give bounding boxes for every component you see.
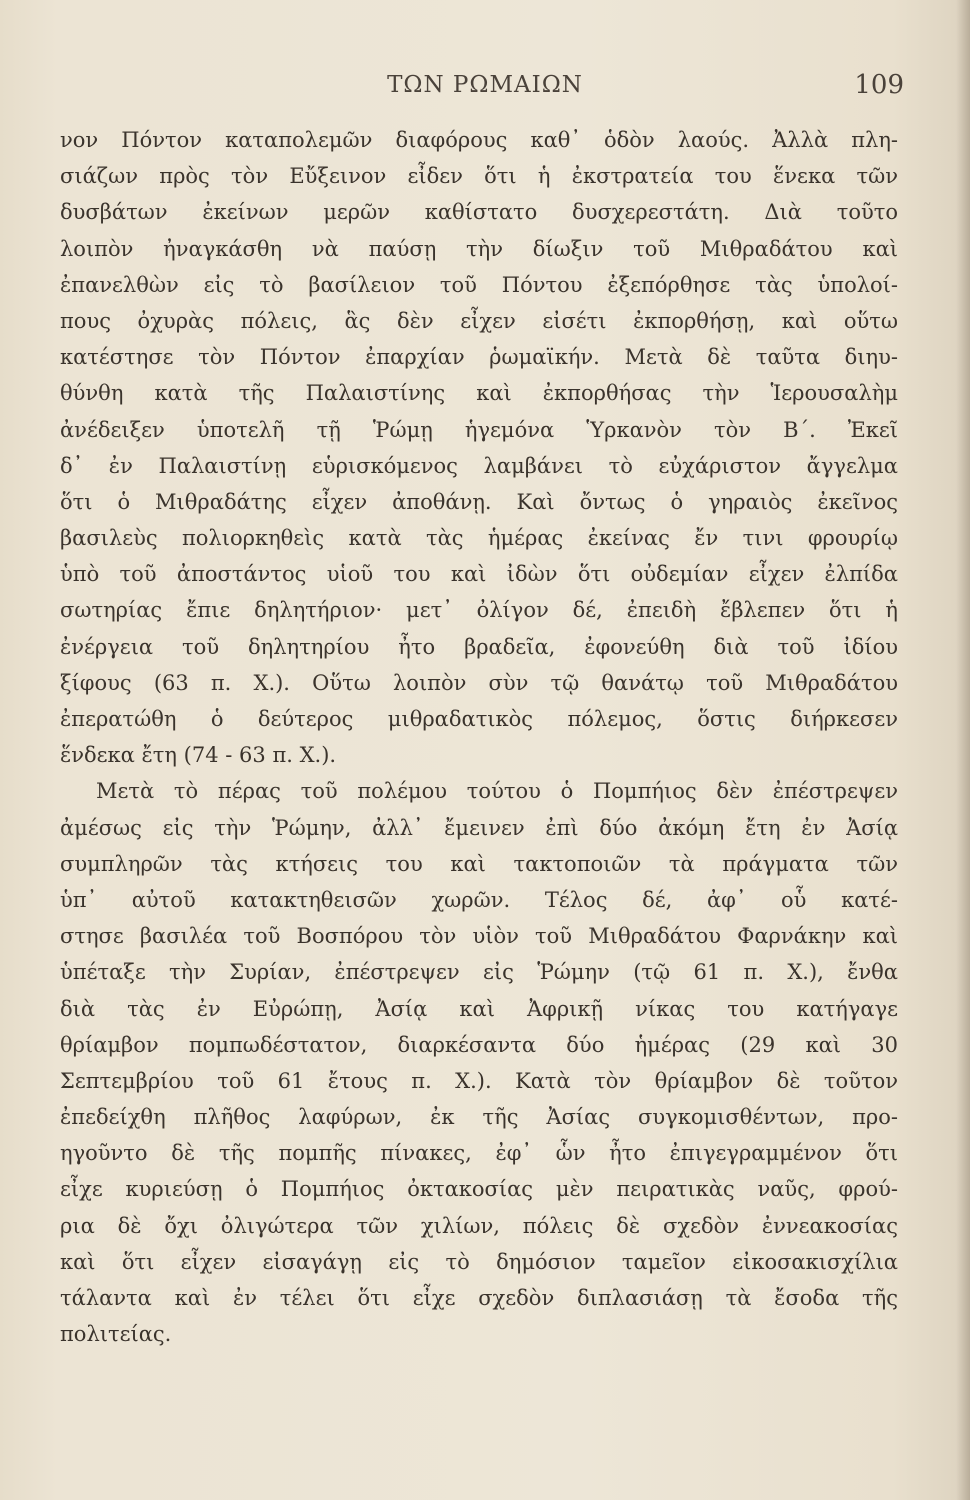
text-line: θύνθη κατὰ τῆς Παλαιστίνης καὶ ἐκπορθήσας τὴν Ἱερουσαλὴμ — [60, 381, 898, 406]
page-number: 109 — [854, 70, 904, 100]
text-line: βασιλεὺς πολιορκηθεὶς κατὰ τὰς ἡμέρας ἐκείνας ἔν τινι φρουρίῳ — [60, 526, 898, 551]
text-line: δ᾽ ἐν Παλαιστίνῃ εὑρισκόμενος λαμβάνει τὸ εὐχάριστον ἄγγελμα — [60, 453, 898, 478]
text-line: συμπληρῶν τὰς κτήσεις του καὶ τακτοποιῶν τὰ πράγματα τῶν — [60, 851, 898, 876]
text-line: ὅτι ὁ Μιθραδάτης εἶχεν ἀποθάνῃ. Καὶ ὄντως ὁ γηραιὸς ἐκεῖνος — [60, 489, 898, 514]
text-line: Σεπτεμβρίου τοῦ 61 ἔτους π. Χ.). Κατὰ τὸν θρίαμβον δὲ τοῦτον — [60, 1068, 898, 1093]
text-line: στησε βασιλέα τοῦ Βοσπόρου τὸν υἱὸν τοῦ Μιθραδάτου Φαρνάκην καὶ — [60, 924, 898, 949]
text-line: λοιπὸν ἠναγκάσθη νὰ παύσῃ τὴν δίωξιν τοῦ Μιθραδάτου καὶ — [60, 236, 898, 261]
text-line: Μετὰ τὸ πέρας τοῦ πολέμου τούτου ὁ Πομπήιος δὲν ἐπέστρεψεν — [96, 779, 898, 804]
text-line: ὑπ᾽ αὐτοῦ κατακτηθεισῶν χωρῶν. Τέλος δέ, ἀφ᾽ οὗ κατέ- — [60, 887, 898, 912]
text-line: διὰ τὰς ἐν Εὐρώπῃ, Ἀσίᾳ καὶ Ἀφρικῇ νίκας του κατήγαγε — [60, 996, 898, 1021]
text-line: πους ὀχυρὰς πόλεις, ἃς δὲν εἶχεν εἰσέτι ἐκπορθήσῃ, καὶ οὕτω — [60, 308, 898, 333]
text-line: ἐπανελθὼν εἰς τὸ βασίλειον τοῦ Πόντου ἐξεπόρθησε τὰς ὑπολοί- — [60, 272, 898, 297]
text-line: τάλαντα καὶ ἐν τέλει ὅτι εἶχε σχεδὸν διπλασιάσῃ τὰ ἔσοδα τῆς — [60, 1286, 898, 1310]
text-line: εἶχε κυριεύσῃ ὁ Πομπήιος ὀκτακοσίας μὲν πειρατικὰς ναῦς, φρού- — [60, 1177, 898, 1202]
text-line: θρίαμβον πομπωδέστατον, διαρκέσαντα δύο ἡμέρας (29 καὶ 30 — [60, 1032, 898, 1057]
text-line: κατέστησε τὸν Πόντον ἐπαρχίαν ῥωμαϊκήν. Μετὰ δὲ ταῦτα διηυ- — [60, 345, 898, 370]
text-line: καὶ ὅτι εἶχεν εἰσαγάγῃ εἰς τὸ δημόσιον ταμεῖον εἰκοσακισχίλια — [60, 1249, 898, 1274]
text-line: ἐπερατώθη ὁ δεύτερος μιθραδατικὸς πόλεμος, ὅστις διήρκεσεν — [60, 707, 898, 731]
text-line: ὑπέταξε τὴν Συρίαν, ἐπέστρεψεν εἰς Ῥώμην (τῷ 61 π. Χ.), ἔνθα — [60, 960, 898, 985]
page-edge-shadow — [956, 0, 970, 1500]
text-line: ἀμέσως εἰς τὴν Ῥώμην, ἀλλ᾽ ἔμεινεν ἐπὶ δύο ἀκόμη ἔτη ἐν Ἀσίᾳ — [60, 815, 898, 840]
text-line: ηγοῦντο δὲ τῆς πομπῆς πίνακες, ἐφ᾽ ὧν ἦτο ἐπιγεγραμμένον ὅτι — [60, 1141, 898, 1166]
text-line: ὑπὸ τοῦ ἀποστάντος υἱοῦ του καὶ ἰδὼν ὅτι οὐδεμίαν εἶχεν ἐλπίδα — [60, 562, 898, 587]
text-line: ἕνδεκα ἔτη (74 - 63 π. Χ.). — [60, 743, 337, 768]
text-line: ἐπεδείχθη πλῆθος λαφύρων, ἐκ τῆς Ἀσίας συγκομισθέντων, προ- — [60, 1105, 898, 1130]
text-line: δυσβάτων ἐκείνων μερῶν καθίστατο δυσχερεστάτη. Διὰ τοῦτο — [60, 200, 898, 225]
text-line: ρια δὲ ὄχι ὀλιγώτερα τῶν χιλίων, πόλεις δὲ σχεδὸν ἐννεακοσίας — [60, 1213, 898, 1238]
text-line: ἐνέργεια τοῦ δηλητηρίου ἦτο βραδεῖα, ἐφονεύθη διὰ τοῦ ἰδίου — [60, 634, 898, 659]
page-header — [60, 72, 910, 112]
text-line: ἀνέδειξεν ὑποτελῆ τῇ Ῥώμῃ ἡγεμόνα Ὑρκανὸν τὸν Β΄. Ἐκεῖ — [60, 417, 898, 442]
running-title: ΤΩΝ ΡΩΜΑΙΩΝ — [387, 72, 583, 98]
body-text — [60, 122, 898, 1352]
paragraph — [60, 773, 898, 1352]
text-line: ξίφους (63 π. Χ.). Οὕτω λοιπὸν σὺν τῷ θανάτῳ τοῦ Μιθραδάτου — [60, 670, 898, 695]
text-line: σωτηρίας ἔπιε δηλητήριον· μετ᾽ ὀλίγον δέ, ἐπειδὴ ἔβλεπεν ὅτι ἡ — [60, 598, 898, 623]
text-line: νον Πόντον καταπολεμῶν διαφόρους καθ᾽ ὁδὸν λαούς. Ἀλλὰ πλη- — [60, 128, 898, 152]
text-line: σιάζων πρὸς τὸν Εὔξεινον εἶδεν ὅτι ἡ ἐκστρατεία του ἕνεκα τῶν — [60, 164, 898, 189]
paragraph — [60, 122, 898, 773]
text-line: πολιτείας. — [60, 1322, 172, 1347]
